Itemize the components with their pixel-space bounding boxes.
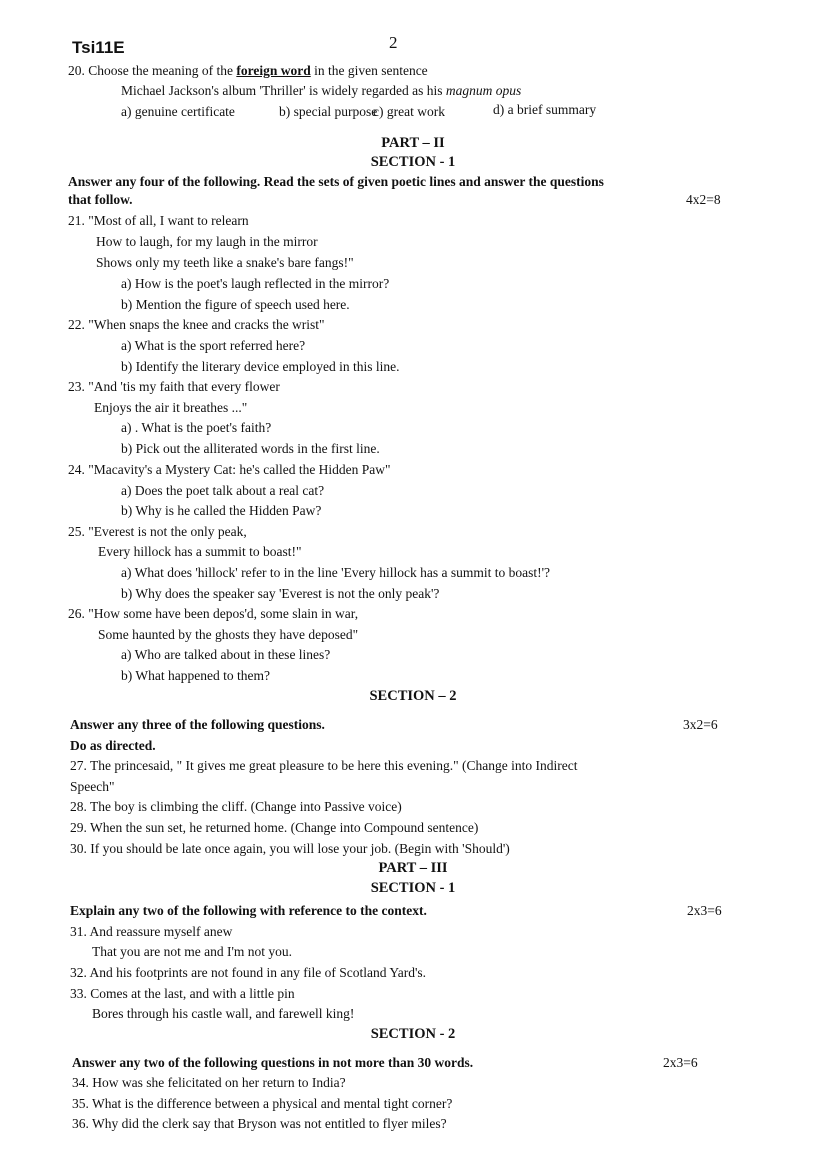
- q21-sub-a: a) How is the poet's laugh reflected in the mirror?: [121, 276, 390, 291]
- part-3-section-2-heading: SECTION - 2: [370, 1026, 456, 1042]
- q21-line-1: 21. "Most of all, I want to relearn: [68, 213, 249, 228]
- part-2-section-1-marks: 4x2=8: [686, 192, 721, 207]
- q27-line-1: 27. The princesaid, " It gives me great pleasure to be here this evening." (Change into Indirect: [70, 758, 578, 773]
- q20-sentence: [121, 83, 521, 99]
- q23-sub-a: a) . What is the poet's faith?: [121, 420, 272, 435]
- q36: 36. Why did the clerk say that Bryson was not entitled to flyer miles?: [72, 1116, 447, 1131]
- part-2-section-1-heading: SECTION - 1: [370, 154, 456, 170]
- page-number: 2: [389, 33, 398, 52]
- q22-sub-b: b) Identify the literary device employed in this line.: [121, 359, 400, 374]
- q26-sub-b: b) What happened to them?: [121, 668, 270, 683]
- part-2-section-1-instruction: Answer any four of the following. Read the sets of given poetic lines and answer the questions: [68, 174, 604, 189]
- q28: 28. The boy is climbing the cliff. (Change into Passive voice): [70, 799, 402, 814]
- q35: 35. What is the difference between a physical and mental tight corner?: [72, 1096, 453, 1111]
- q26-sub-a: a) Who are talked about in these lines?: [121, 647, 331, 662]
- q31-line-1: 31. And reassure myself anew: [70, 924, 233, 939]
- q23-line-1: 23. "And 'tis my faith that every flower: [68, 379, 280, 394]
- magnum-opus-term: magnum opus: [445, 83, 522, 98]
- q20-option-d: d) a brief summary: [493, 102, 597, 117]
- q27-line-2: Speech": [70, 779, 115, 794]
- q26-line-2: Some haunted by the ghosts they have deposed": [98, 627, 359, 642]
- q21-line-3: Shows only my teeth like a snake's bare fangs!": [96, 255, 354, 270]
- q20-prompt-pre: 20. Choose the meaning of the: [68, 63, 237, 78]
- q29: 29. When the sun set, he returned home. (Change into Compound sentence): [70, 820, 479, 835]
- q24-line-1: 24. "Macavity's a Mystery Cat: he's called the Hidden Paw": [68, 462, 391, 477]
- q20-option-b: b) special purpose: [279, 104, 378, 119]
- q26-line-1: 26. "How some have been depos'd, some slain in war,: [68, 606, 359, 621]
- part-2-section-1-instruction-cont: that follow.: [68, 192, 133, 207]
- part-2-section-2-marks: 3x2=6: [683, 717, 718, 732]
- q33-line-1: 33. Comes at the last, and with a little pin: [70, 986, 295, 1001]
- part-3-section-1-marks: 2x3=6: [687, 903, 722, 918]
- part-3-section-1-heading: SECTION - 1: [370, 880, 456, 896]
- q25-line-1: 25. "Everest is not the only peak,: [68, 524, 247, 539]
- q20-sentence-text: Michael Jackson's album 'Thriller' is widely regarded as his: [121, 83, 446, 98]
- q22-sub-a: a) What is the sport referred here?: [121, 338, 306, 353]
- part-2-heading: PART – II: [381, 135, 445, 151]
- do-as-directed-label: Do as directed.: [70, 738, 156, 753]
- part-2-section-2-heading: SECTION – 2: [369, 688, 457, 704]
- part-3-section-2-instruction: Answer any two of the following questions in not more than 30 words.: [72, 1055, 474, 1070]
- q23-sub-b: b) Pick out the alliterated words in the first line.: [121, 441, 380, 456]
- q30: 30. If you should be late once again, you will lose your job. (Begin with 'Should'): [70, 841, 510, 856]
- q25-line-2: Every hillock has a summit to boast!": [98, 544, 302, 559]
- part-3-section-2-marks: 2x3=6: [663, 1055, 698, 1070]
- paper-code: Tsi11E: [72, 38, 125, 57]
- foreign-word-label: foreign word: [236, 63, 311, 78]
- q31-line-2: That you are not me and I'm not you.: [92, 944, 293, 959]
- q21-sub-b: b) Mention the figure of speech used here.: [121, 297, 350, 312]
- q25-sub-a: a) What does 'hillock' refer to in the line 'Every hillock has a summit to boast!'?: [121, 565, 550, 580]
- q23-line-2: Enjoys the air it breathes ...": [94, 400, 248, 415]
- q22-line-1: 22. "When snaps the knee and cracks the wrist": [68, 317, 325, 332]
- q21-line-2: How to laugh, for my laugh in the mirror: [96, 234, 318, 249]
- q24-sub-b: b) Why is he called the Hidden Paw?: [121, 503, 322, 518]
- q33-line-2: Bores through his castle wall, and farewell king!: [92, 1006, 355, 1021]
- q20-option-a: a) genuine certificate: [121, 104, 235, 119]
- part-2-section-2-instruction: Answer any three of the following questions.: [70, 717, 325, 732]
- q32: 32. And his footprints are not found in any file of Scotland Yard's.: [70, 965, 427, 980]
- q34: 34. How was she felicitated on her return to India?: [72, 1075, 346, 1090]
- q24-sub-a: a) Does the poet talk about a real cat?: [121, 483, 325, 498]
- part-3-section-1-instruction: Explain any two of the following with reference to the context.: [70, 903, 427, 918]
- q20-prompt-post: in the given sentence: [310, 63, 428, 78]
- q25-sub-b: b) Why does the speaker say 'Everest is not the only peak'?: [121, 586, 440, 601]
- q20-option-c: c) great work: [373, 104, 445, 119]
- q20-prompt: [68, 63, 428, 79]
- part-3-heading: PART – III: [378, 860, 448, 876]
